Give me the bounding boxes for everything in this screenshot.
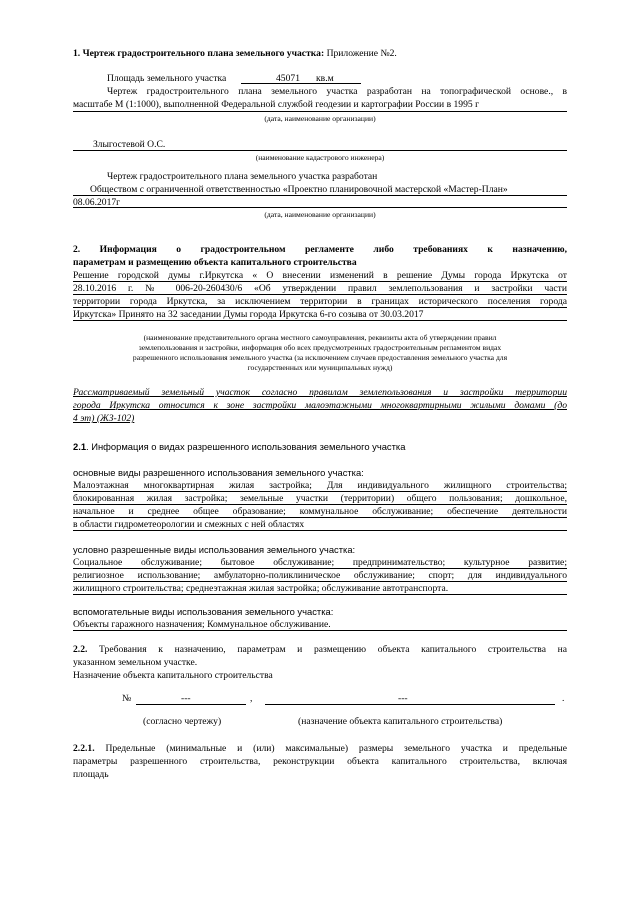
developed-by-line-1: Чертеж градостроительного плана земельного участка разработан [107,171,378,182]
section-1-title: 1. Чертеж градостроительного плана земельного участка: [73,48,325,59]
area-value: 45071 [276,73,300,84]
caption-per-drawing: (согласно чертежу) [143,716,222,727]
section-2-2-1-number: 2.2.1. [73,743,95,754]
section-2-heading-line-2: параметрам и размещению объекта капитального строительства [73,257,357,268]
object-number-label: № [122,693,132,704]
drawing-basis-line-2: масштабе М (1:1000), выполненной Федеральной службой геодезии и картографии России в 1995 г [73,99,480,110]
main-uses-label: основные виды разрешенного использования земельного участка: [73,467,364,478]
developed-by-underline-1 [73,195,567,196]
zone-line-2: города Иркутска относится к зоне застройки малоэтажными многоквартирными жилыми домами (до [73,400,567,411]
caption-decision-line-4: государственных или муниципальных нужд) [247,363,393,372]
decision-underline-4 [73,320,567,321]
object-number-value: --- [181,693,191,704]
conditional-uses-underline-3 [73,594,567,595]
area-label: Площадь земельного участка [107,73,227,84]
section-2-heading-line-1: 2. Информация о градостроительном регламенте либо требованиях к назначению, [73,244,567,255]
section-1-heading [73,48,397,59]
section-2-2-1-line-3: площадь [73,769,109,780]
main-uses-underline-1 [73,491,567,492]
drawing-basis-underline [73,111,567,112]
object-purpose-underline [265,704,555,705]
section-2-2-number: 2.2. [73,644,88,655]
conditional-uses-line-3: жилищного строительства; среднеэтажная жилая застройка; обслуживание автотранспорта. [73,583,449,594]
drawing-basis-line-1: Чертеж градостроительного плана земельного участка разработан на топографической основе., в [107,86,567,97]
main-uses-line-4: в области гидрометеорологии и смежных с ней областях [73,519,305,530]
decision-underline-3 [73,307,567,308]
decision-line-1: Решение городской думы г.Иркутска « О внесении изменений в решение Думы города Иркутска от [73,270,567,281]
decision-line-3: территории города Иркутска, за исключением территории в границах исторического поселения города [73,296,567,307]
area-underline [241,83,361,84]
caption-decision-line-2: землепользования и застройки, информация обо всех предусмотренных градостроительным регламентом видах [138,343,502,352]
developed-by-underline-2 [73,207,567,208]
main-uses-line-1: Малоэтажная многоквартирная жилая застройка; Для индивидуального жилищного строительства; [73,480,567,491]
section-2-2-text: Требования к назначению, параметрам и размещению объекта капитального строительства на [87,644,567,655]
decision-underline-1 [73,281,567,282]
object-comma: , [250,693,253,704]
decision-line-2: 28.10.2016 г. № 006-20-260430/6 «Об утверждении правил землепользования и застройки части [73,283,567,294]
main-uses-underline-2 [73,504,567,505]
caption-date-org-1: (дата, наименование организации) [264,114,376,123]
section-2-2-line-1 [73,644,567,656]
engineer-name: Злыгостевой О.С. [93,139,166,150]
section-2-2-line-2: указанном земельном участке. [73,657,198,668]
caption-engineer: (наименование кадастрового инженера) [255,153,385,162]
section-2-1-number: 2.1 [73,441,87,452]
engineer-underline [73,150,567,151]
section-2-1-heading [73,441,405,452]
section-2-2-1-line-2: параметры разрешенного строительства, реконструкции объекта капитального строительства, включая [73,756,567,767]
caption-object-purpose: (назначение объекта капитального строительства) [298,716,503,727]
decision-line-4: Иркутска» Принято на 32 заседании Думы города Иркутска 6-го созыва от 30.03.2017 [73,309,424,320]
conditional-uses-line-1: Социальное обслуживание; бытовое обслуживание; предпринимательство; культурное развитие; [73,557,567,568]
object-purpose-value: --- [398,693,408,704]
conditional-uses-underline-1 [73,568,567,569]
developed-by-line-2: Обществом с ограниченной ответственностью «Проектно планировочной мастерской «Мастер-План» [90,184,508,195]
section-1-appendix: Приложение №2. [324,48,397,59]
section-2-2-1-text: Предельные (минимальные и (или) максимальные) размеры земельного участка и предельные [94,743,567,754]
zone-line-1: Рассматриваемый земельный участок согласно правилам землепользования и застройки территории [73,387,567,398]
conditional-uses-underline-2 [73,581,567,582]
developed-date: 08.06.2017г [73,197,121,208]
conditional-uses-label: условно разрешенные виды использования земельного участка: [73,544,356,555]
decision-underline-2 [73,294,567,295]
section-2-2-line-3: Назначение объекта капитального строительства [73,670,273,681]
caption-decision-line-3: разрешенного использования земельного участка (за исключением случаев предоставления земельного участка для [132,353,508,362]
auxiliary-uses-line-1: Объекты гаражного назначения; Коммунальное обслуживание. [73,619,331,630]
conditional-uses-line-2: религиозное использование; амбулаторно-поликлиническое обслуживание; спорт; для индивидуального [73,570,567,581]
main-uses-line-3: начальное и среднее общее образование; коммунальное обслуживание; обеспечение деятельности [73,506,567,517]
caption-decision-line-1: (наименование представительного органа местного самоуправления, реквизиты акта об утверждении правил [143,333,497,342]
section-2-2-1-line-1 [73,743,567,755]
caption-date-org-2: (дата, наименование организации) [264,210,376,219]
main-uses-underline-3 [73,517,567,518]
main-uses-line-2: блокированная жилая застройка; земельные участки (территории) общего пользования; дошкольное, [73,493,567,504]
section-2-1-title: . Информация о видах разрешенного использования земельного участка [86,441,406,452]
area-unit: кв.м [316,73,334,84]
main-uses-underline-4 [73,530,567,531]
auxiliary-uses-label: вспомогательные виды использования земельного участка: [73,606,334,617]
auxiliary-uses-underline [73,630,567,631]
object-number-underline [136,704,246,705]
zone-line-3: 4 эт) (ЖЗ-102) [73,413,135,424]
object-period: . [562,693,565,704]
